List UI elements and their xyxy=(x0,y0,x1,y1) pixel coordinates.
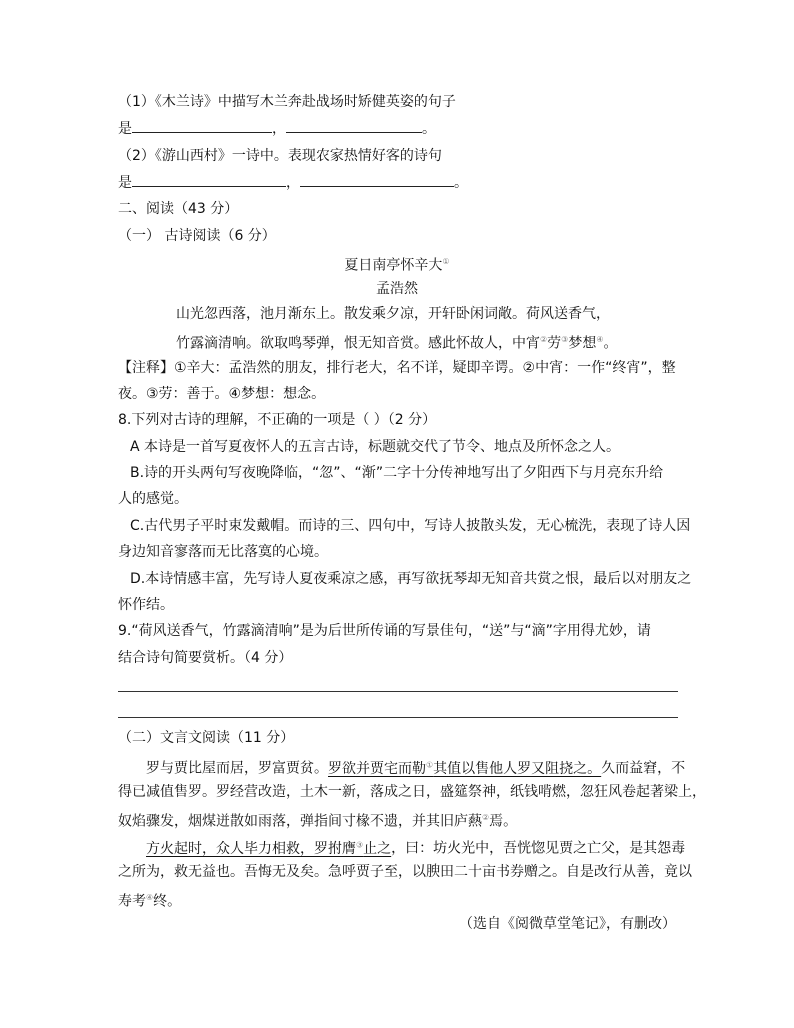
passage-note-ref-1: ① xyxy=(426,760,434,769)
fill-1-blank-b[interactable] xyxy=(286,118,422,133)
passage-underlined-sentence-2 xyxy=(146,841,391,857)
passage-p1-l3-a: 奴焰骤发，烟煤迸散如雨落，弹指间寸椽不遗，并其旧庐爇 xyxy=(118,813,482,830)
passage-note-ref-4: ④ xyxy=(146,893,154,902)
fill-2-blank-b[interactable] xyxy=(300,172,454,187)
fill-question-1: （1）《木兰诗》中描写木兰奔赴战场时矫健英姿的句子 xyxy=(118,94,456,110)
poem-line-1: 山光忽西落，池月渐东上。散发乘夕凉，开轩卧闲词敞。荷风送香气， xyxy=(176,306,610,322)
poem-line-2-part-d: 。 xyxy=(603,335,618,352)
poem-title-note: ① xyxy=(442,257,450,266)
fill-2-blank-a[interactable] xyxy=(132,172,286,187)
fill-1-sep: ， xyxy=(272,121,286,137)
fill-2-sep: ， xyxy=(286,175,300,191)
passage-p2-l1-a: 方火起时，众人毕力相救，罗拊膺 xyxy=(146,840,356,857)
answer-line-2[interactable] xyxy=(118,717,678,718)
poem-author: 孟浩然 xyxy=(376,281,418,297)
question-8-option-d-line-1: D.本诗情感丰富，先写诗人夏夜乘凉之感，再写欲抚琴却无知音共赏之恨，最后以对朋友之 xyxy=(130,571,692,587)
passage-p1-l1-c: 其值以售他人罗又阻挠之。 xyxy=(433,760,602,777)
fill-1-blank-a[interactable] xyxy=(132,118,272,133)
question-8-option-c-line-1: C.古代男子平时束发戴帽。而诗的三、四句中，写诗人披散头发，无心梳洗，表现了诗人因 xyxy=(130,518,691,534)
answer-line-1[interactable] xyxy=(118,691,678,692)
passage-p1-line-3 xyxy=(118,807,517,833)
poem-note-ref-3: ③ xyxy=(561,335,569,344)
poem-title xyxy=(0,251,794,277)
passage-p2-line-3 xyxy=(118,887,181,913)
passage-p1-l3-b: 焉。 xyxy=(489,813,518,830)
passage-note-ref-2: ② xyxy=(482,813,490,822)
fill-1-prefix: 是 xyxy=(118,121,132,137)
passage-note-ref-3: ③ xyxy=(356,840,364,849)
poem-line-2-part-b: 劳 xyxy=(547,335,562,352)
passage-p1-line-1 xyxy=(146,754,685,780)
poem-line-2-part-c: 梦想 xyxy=(568,335,597,352)
fill-answer-line-2 xyxy=(118,172,468,194)
fill-2-end: 。 xyxy=(454,175,468,191)
passage-p2-l3-a: 寿考 xyxy=(118,893,146,910)
poem-line-2 xyxy=(176,329,618,355)
passage-p1-l1-b: 罗欲并贾宅而勒 xyxy=(328,760,426,777)
passage-p2-line-2: 之所为，救无益也。吾悔无及矣。急呼贾子至，以腴田二十亩书券赠之。自是改行从善，竟以 xyxy=(118,864,692,880)
poem-title-text: 夏日南亭怀辛大 xyxy=(344,257,443,274)
question-8-option-b-line-2: 人的感觉。 xyxy=(118,491,188,507)
fill-1-end: 。 xyxy=(422,121,436,137)
section-heading-reading: 二、阅读（43 分） xyxy=(118,201,239,217)
question-8-option-b-line-1: B.诗的开头两句写夜晚降临，“忽”、“渐”二字十分传神地写出了夕阳西下与月亮东升给 xyxy=(130,465,664,481)
passage-p2-l1-c: ，曰：坊火光中，吾恍惚见贾之亡父，是其怨毒 xyxy=(391,840,686,857)
passage-source: （选自《阅微草堂笔记》，有删改） xyxy=(459,916,676,932)
passage-p1-l1-a: 罗与贾比屋而居，罗富贾贫。 xyxy=(146,760,328,777)
question-8-option-d-line-2: 怀作结。 xyxy=(118,597,174,613)
poem-note-ref-4: ④ xyxy=(596,335,604,344)
question-9-line-2: 结合诗句简要赏析。（4 分） xyxy=(118,650,293,666)
fill-question-2: （2）《游山西村》一诗中。表现农家热情好客的诗句 xyxy=(118,148,442,164)
poem-line-2-part-a: 竹露滴清响。欲取鸣琴弹，恨无知音赏。感此怀故人，中宵 xyxy=(176,335,540,352)
notes-line-1: 【注释】①辛大：孟浩然的朋友，排行老大，名不详，疑即辛谔。②中宵：一作“终宵”，整 xyxy=(118,360,676,376)
part-heading-poem: （一） 古诗阅读（6 分） xyxy=(118,228,276,244)
part-heading-classical: （二）文言文阅读（11 分） xyxy=(118,730,295,746)
passage-p1-l1-d: 久而益窘，不 xyxy=(601,760,686,777)
fill-2-prefix: 是 xyxy=(118,175,132,191)
passage-underlined-sentence-1 xyxy=(328,761,601,777)
passage-p1-line-2: 得已减值售罗。罗经营改造，土木一新，落成之日，盛筵祭神，纸钱啃燃，忽狂风卷起著梁上， xyxy=(118,784,706,800)
passage-p2-l3-b: 终。 xyxy=(153,893,182,910)
passage-p2-line-1 xyxy=(146,834,685,860)
question-8-stem: 8.下列对古诗的理解，不正确的一项是（ ）（2 分） xyxy=(118,412,437,428)
fill-answer-line-1 xyxy=(118,118,436,140)
question-8-option-c-line-2: 身边知音寥落而无比落寞的心境。 xyxy=(118,544,328,560)
poem-note-ref-2: ② xyxy=(540,335,548,344)
passage-p2-l1-b: 止之 xyxy=(363,840,392,857)
notes-line-2: 夜。③劳：善于。④梦想：想念。 xyxy=(118,386,326,402)
question-9-line-1: 9.“荷风送香气，竹露滴清响”是为后世所传诵的写景佳句，“送”与“滴”字用得尤妙，请 xyxy=(118,623,651,639)
question-8-option-a: A 本诗是一首写夏夜怀人的五言古诗，标题就交代了节令、地点及所怀念之人。 xyxy=(130,439,621,455)
